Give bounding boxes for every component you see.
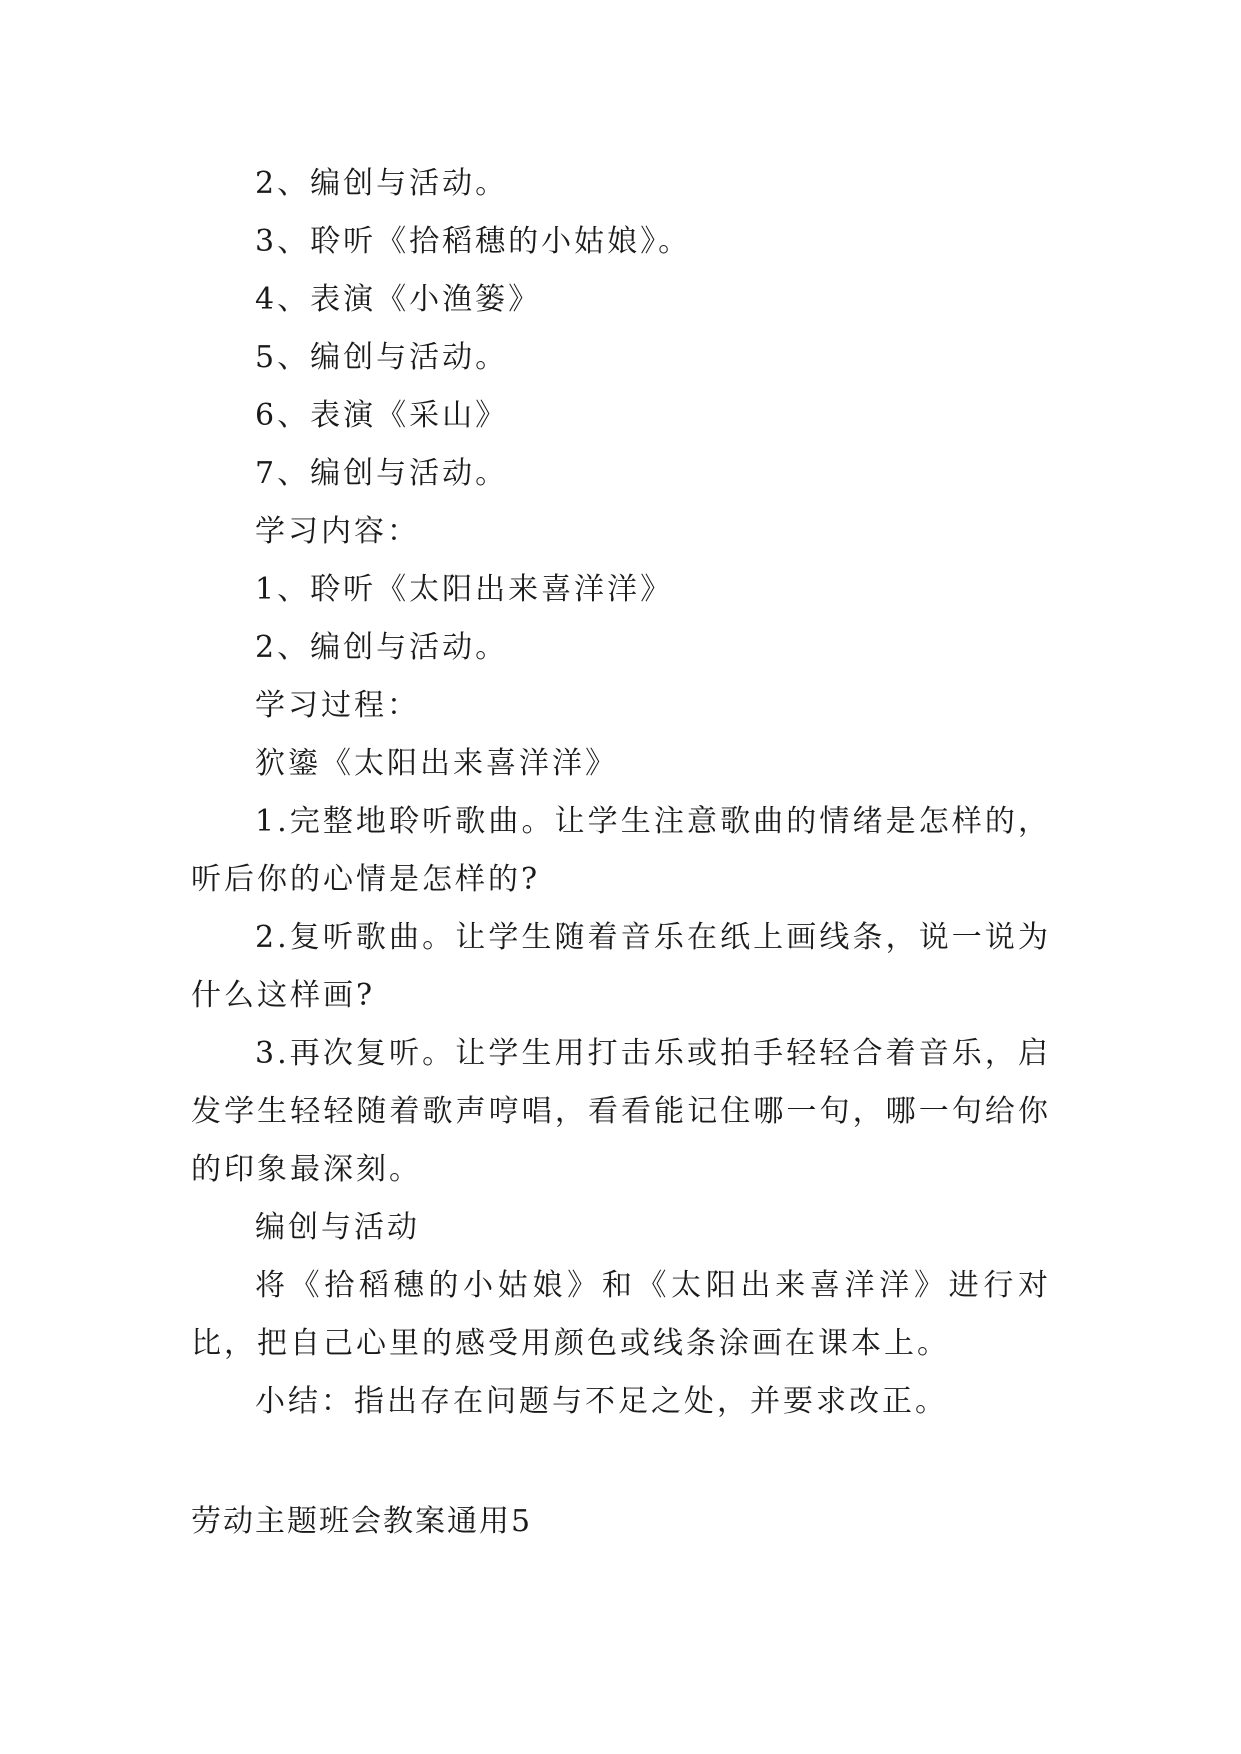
list-item: 5、编创与活动。 bbox=[255, 340, 509, 375]
paragraph-step-2: 2.复听歌曲。让学生随着音乐在纸上画线条，说一说为什么这样画? bbox=[191, 920, 1051, 1013]
list-item: 3、聆听《拾稻穗的小姑娘》。 bbox=[255, 224, 692, 259]
section-label-creation: 编创与活动 bbox=[255, 1210, 420, 1245]
song-title-line: 狖鎏《太阳出来喜洋洋》 bbox=[255, 746, 618, 781]
list-item: 4、表演《小渔篓》 bbox=[255, 282, 542, 317]
list-item: 1、聆听《太阳出来喜洋洋》 bbox=[255, 572, 674, 607]
section-label-learning-content: 学习内容： bbox=[255, 514, 420, 549]
paragraph-comparison: 将《拾稻穗的小姑娘》和《太阳出来喜洋洋》进行对比，把自己心里的感受用颜色或线条涂画在课本上。 bbox=[191, 1268, 1051, 1361]
list-item: 2、编创与活动。 bbox=[255, 630, 509, 665]
paragraph-summary: 小结：指出存在问题与不足之处，并要求改正。 bbox=[255, 1384, 948, 1419]
paragraph-step-1: 1.完整地聆听歌曲。让学生注意歌曲的情绪是怎样的，听后你的心情是怎样的? bbox=[191, 804, 1051, 897]
document-body bbox=[191, 155, 1051, 1431]
paragraph-step-3: 3.再次复听。让学生用打击乐或拍手轻轻合着音乐，启发学生轻轻随着歌声哼唱，看看能记住哪一句，哪一句给你的印象最深刻。 bbox=[191, 1036, 1051, 1187]
list-item: 2、编创与活动。 bbox=[255, 166, 509, 201]
list-item: 6、表演《采山》 bbox=[255, 398, 509, 433]
list-item: 7、编创与活动。 bbox=[255, 456, 509, 491]
section-label-learning-process: 学习过程： bbox=[255, 688, 420, 723]
section-heading: 劳动主题班会教案通用5 bbox=[191, 1504, 533, 1539]
